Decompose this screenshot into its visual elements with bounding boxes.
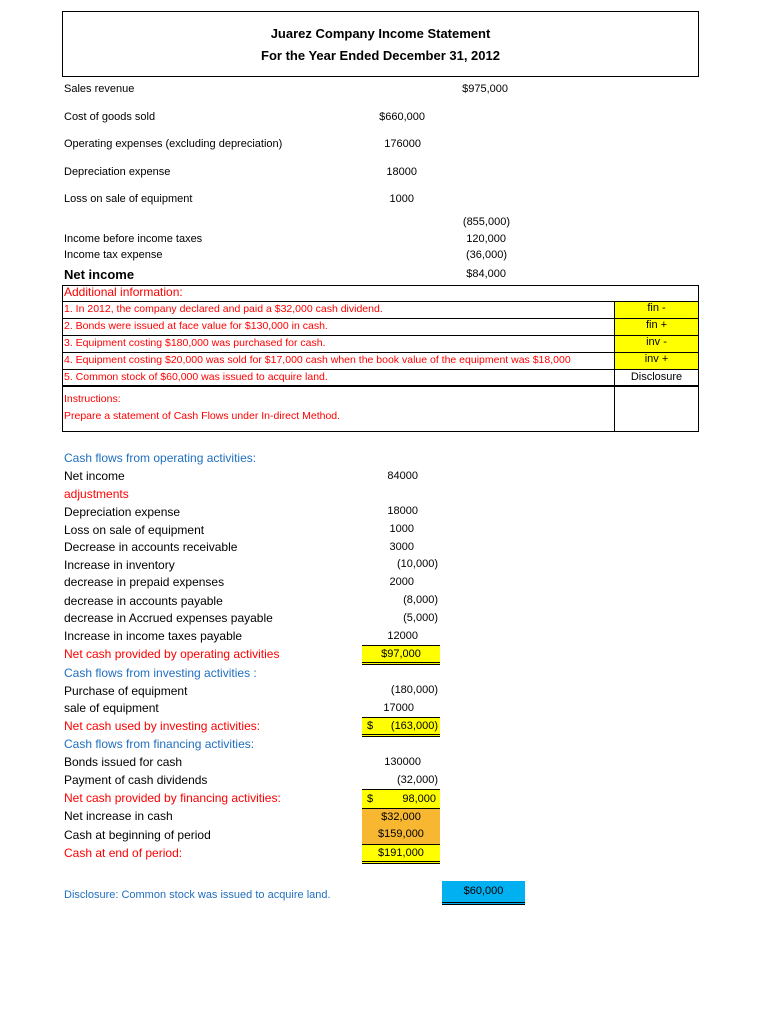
cf-inventory-label: Increase in inventory bbox=[64, 558, 175, 572]
cf-taxes-value: 12000 bbox=[387, 630, 418, 642]
cf-depreciation-value: 18000 bbox=[387, 505, 418, 517]
tag-fin-plus: fin + bbox=[615, 319, 698, 335]
tag-inv-plus: inv + bbox=[615, 353, 698, 369]
cf-dividends-label: Payment of cash dividends bbox=[64, 773, 208, 787]
dollar-sign: $ bbox=[367, 720, 374, 732]
statement-title: Juarez Company Income Statement bbox=[270, 26, 491, 41]
sales-value: $975,000 bbox=[462, 83, 508, 95]
loss-value: 1000 bbox=[389, 193, 414, 205]
net-operating-value: $97,000 bbox=[362, 645, 440, 665]
tag-inv-minus: inv - bbox=[615, 336, 698, 352]
cf-sale-label: sale of equipment bbox=[64, 701, 159, 715]
net-income-value: $84,000 bbox=[466, 268, 506, 280]
loss-label: Loss on sale of equipment bbox=[64, 193, 193, 205]
net-increase-label: Net increase in cash bbox=[64, 809, 173, 823]
disclosure-value: $60,000 bbox=[442, 881, 525, 905]
ibt-label: Income before income taxes bbox=[64, 233, 203, 245]
cf-loss-value: 1000 bbox=[389, 523, 414, 535]
instructions-label: Instructions: bbox=[64, 393, 121, 405]
net-investing-value: (163,000) bbox=[390, 720, 438, 732]
info-item-1: 1. In 2012, the company declared and paid a $32,000 cash dividend. bbox=[64, 303, 383, 315]
cash-end-label: Cash at end of period: bbox=[64, 846, 183, 860]
cf-ap-label: decrease in accounts payable bbox=[64, 594, 223, 608]
cf-purchase-label: Purchase of equipment bbox=[64, 684, 188, 698]
adjustments-label: adjustments bbox=[64, 487, 129, 501]
net-financing-value: 98,000 bbox=[402, 793, 436, 805]
instructions-box bbox=[62, 386, 699, 432]
additional-info-heading: Additional information: bbox=[64, 285, 183, 299]
depreciation-label: Depreciation expense bbox=[64, 166, 171, 178]
net-operating-label: Net cash provided by operating activities bbox=[64, 647, 280, 661]
info-item-2: 2. Bonds were issued at face value for $130,000 in cash. bbox=[64, 320, 328, 332]
net-increase-value: $32,000 bbox=[362, 808, 440, 826]
cf-accrued-label: decrease in Accrued expenses payable bbox=[64, 611, 273, 625]
tag-disclosure: Disclosure bbox=[630, 371, 683, 383]
tax-value: (36,000) bbox=[466, 249, 507, 261]
cf-depreciation-label: Depreciation expense bbox=[64, 505, 181, 519]
cf-taxes-label: Increase in income taxes payable bbox=[64, 629, 243, 643]
cf-inventory-value: (10,000) bbox=[397, 558, 438, 570]
cf-accrued-value: (5,000) bbox=[403, 612, 438, 624]
net-investing-label: Net cash used by investing activities: bbox=[64, 719, 261, 733]
cf-ap-value: (8,000) bbox=[403, 594, 438, 606]
cf-prepaid-value: 2000 bbox=[389, 576, 414, 588]
net-income-label: Net income bbox=[64, 267, 135, 282]
cf-dividends-value: (32,000) bbox=[397, 774, 438, 786]
ibt-value: 120,000 bbox=[466, 233, 506, 245]
cf-bonds-value: 130000 bbox=[384, 756, 421, 768]
dollar-sign-2: $ bbox=[367, 793, 374, 805]
cf-net-income-label: Net income bbox=[64, 469, 125, 483]
instructions-text: Prepare a statement of Cash Flows under In-direct Method. bbox=[64, 410, 341, 422]
financing-header: Cash flows from financing activities: bbox=[64, 737, 255, 751]
cf-net-income-value: 84000 bbox=[387, 470, 418, 482]
opex-value: 176000 bbox=[384, 138, 421, 150]
info-item-3: 3. Equipment costing $180,000 was purchased for cash. bbox=[64, 337, 326, 349]
net-investing-cell bbox=[362, 717, 440, 737]
tax-label: Income tax expense bbox=[64, 249, 163, 261]
title-box bbox=[62, 11, 699, 77]
statement-subtitle: For the Year Ended December 31, 2012 bbox=[261, 48, 500, 63]
total-expenses-value: (855,000) bbox=[462, 216, 510, 228]
depreciation-value: 18000 bbox=[386, 166, 417, 178]
info-item-5: 5. Common stock of $60,000 was issued to acquire land. bbox=[64, 371, 328, 383]
info-item-4: 4. Equipment costing $20,000 was sold for $17,000 cash when the book value of the equipment was $18,000 bbox=[64, 354, 571, 366]
cf-loss-label: Loss on sale of equipment bbox=[64, 523, 205, 537]
cogs-value: $660,000 bbox=[379, 111, 425, 123]
cf-ar-label: Decrease in accounts receivable bbox=[64, 540, 238, 554]
net-financing-cell bbox=[362, 789, 440, 808]
net-financing-label: Net cash provided by financing activities: bbox=[64, 791, 281, 805]
cash-beginning-label: Cash at beginning of period bbox=[64, 828, 211, 842]
cash-beginning-value: $159,000 bbox=[362, 826, 440, 844]
cf-sale-value: 17000 bbox=[383, 702, 414, 714]
cogs-label: Cost of goods sold bbox=[64, 111, 156, 123]
tag-fin-minus: fin - bbox=[615, 302, 698, 318]
cf-ar-value: 3000 bbox=[389, 541, 414, 553]
cf-bonds-label: Bonds issued for cash bbox=[64, 755, 183, 769]
opex-label: Operating expenses (excluding depreciation) bbox=[64, 138, 283, 150]
investing-header: Cash flows from investing activities : bbox=[64, 666, 257, 680]
cf-prepaid-label: decrease in prepaid expenses bbox=[64, 575, 225, 589]
cash-end-value: $191,000 bbox=[362, 844, 440, 864]
cf-purchase-value: (180,000) bbox=[390, 684, 438, 696]
operating-header: Cash flows from operating activities: bbox=[64, 451, 257, 465]
disclosure-text: Disclosure: Common stock was issued to acquire land. bbox=[64, 889, 331, 901]
sales-label: Sales revenue bbox=[64, 83, 135, 95]
